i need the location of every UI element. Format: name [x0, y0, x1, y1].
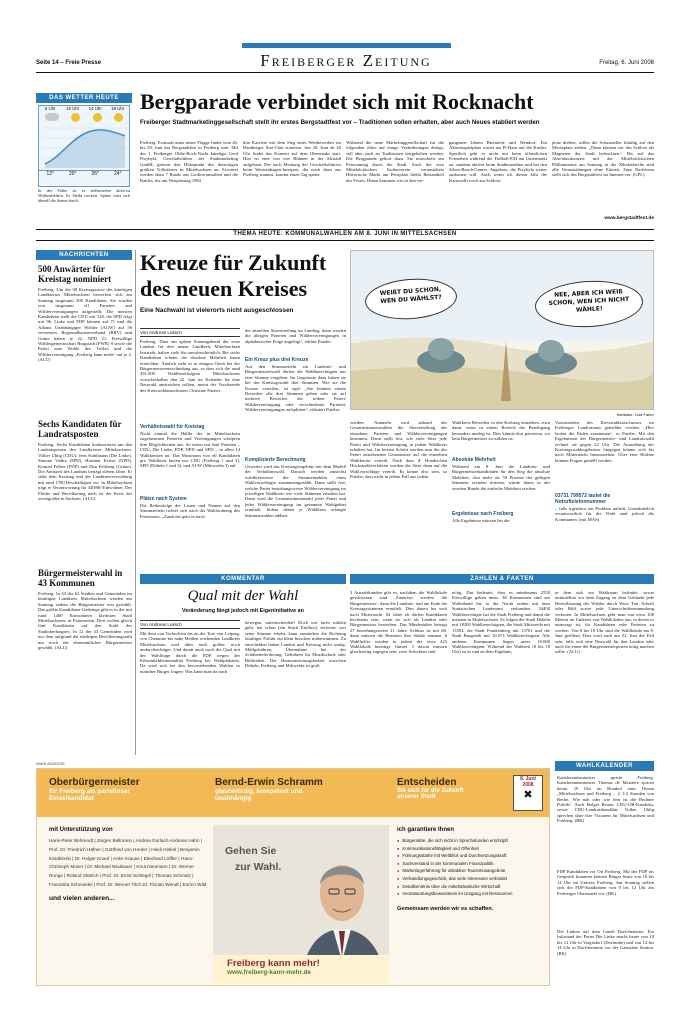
body-text: bewegen, mitentscheiden? Doch wer nicht wählen geht, hat schon (ein Stück Einfluss) verloren: wer seine Stimme erhebt, kann zumindest die Richtung künftiger Politik ein klein bisschen mitbestimmen. Zu entscheiden haben Landrat und Kreistag nicht wenig: Müllgebühren, Übernahme bei der Schülerbeförderung, Gebühren für Musikschule oder Bibliothek. Der Harmonisierungsbedarf zwischen Döbeln, Freiberg und Mittweida ist groß.: [245, 620, 346, 669]
lead-column: gangenen Jahren Biermeile und Wendort. Ein Aktionsspielplatz wartet am Pi-Haus auf die Kinder. Sportlich geht es nicht nur beim öffentlichen Fernsehen während der Fußball-EM am Untermarkt zu, sondern aktiver beim Stadtmarathon und bei den Silver-Beach-Games. Angebote, die Przybyla weiter ausbauen will. Auch wenn ich diesen Jahr die Karussells noch am Schloss-: [449, 140, 547, 183]
ad-col-2: [215, 777, 385, 802]
ad-line: glaubwürdig, kompetent und: [215, 788, 303, 795]
weather-time: 14 Uhr: [88, 106, 102, 111]
lead-column: Freiberg. Erstmals unter neuer Flagge findet vom 26. bis 29. Juni das Bergstadtfest in Freiberg statt. Mit der 1. Freiberger Oldie-Rock-Nacht kündigte Gerd Przybyla, Geschäftsführer der Stadtmarketing GmbH, gestern den Höhepunkt des derzeitigen größten Volksfestes in Mittelsachsen an. Erwartet werden dazu 7 Bands aus Großveranstalten und die Rattles, die am Neujahrstag 1963: [140, 140, 238, 183]
lead-subhead: Freiberger Stadtmarketinggesellschaft stellt ihr erstes Bergstadtfest vor – Traditionen sollen erhalten, aber auch Neues etabliert werden: [140, 119, 540, 126]
cross-mark-icon: ✖: [523, 788, 533, 801]
section-subhead: Ergebnisse nach Freiberg: [452, 511, 514, 517]
issue-date: Freitag, 6. Juni 2008: [599, 60, 654, 66]
cloud-icon: [45, 113, 59, 121]
kreuze-col-5: [555, 420, 654, 566]
ad-url[interactable]: www.freiberg-kann-mehr.de: [227, 969, 311, 976]
body-text: Wahlkreis Bewerber in den Kreistag einziehen, etwa dann, wenn in einem Bereich die Beteiligung besonders niedrig ist. Dies könnte dort passieren, wo kein Bürgermeister zu wählen ist.: [452, 420, 550, 442]
newspaper-title: Freiberger Zeitung: [260, 51, 432, 70]
promise-list: [397, 837, 547, 898]
section-subhead: Plätze nach System: [140, 496, 187, 502]
lead-column: ihre Karriere mit dem Sieg eines Wettbewerbes im Hamburger Star-Club starteten. Am 28. Juni ab 20 Uhr findet das Konzert auf dem Obermarkt statt. Hier ist eine von vier Bühnen in der Altstadt aufgebaut. Der nach Meinung des Geschäftsführers beim Westernhagen-Interpret, der noch dazu aus Freiberg stammt, kommt einen Tag später.: [243, 140, 341, 178]
body-text: Mit dem von Tschechien bis an die Tore von Leipzig, von Chemnitz bis nahe Meißen reichenden Landkreis Mittelsachsen wird alles noch größer, noch undurchsichtiger. Und damit auch noch die Qual mit der Wahlfrage durch die FDP wegen der Erbzemlählermentalität Freiberg bei Wahlplakaten. Da wird sich bei den bevorstehenden Wahlen so mancher Bürger fragen: Was kann man da noch: [140, 631, 240, 674]
ad-line: Einzelkandidat: [49, 795, 94, 802]
body-text: in dem sich ein Wahlraum befindet, sowie unmittelbar vor dem Zugang zu dem Gebäude jede Beeinflussung der Wähler durch Wort, Ton, Schrift oder Bild sowie jede Unterschriftensammlung verboten. In Mittelsachsen geht man von etwa 100 Metern im Umkreis von Wahllokalen aus, in denen es untersagt ist, für Kandidaten oder Parteien zu werben. Von 8 bis 18 Uhr sind die Wahllokale am 8. Juni geöffnet. Dies wird auch am 22. Juni der Fall sein, falls sich eine Neuwahl für den Landrat oder auch für einen der Bürgermeisterposten nötig machen sollte. (ALU): [555, 590, 654, 655]
section-subhead: Absolute Mehrheit: [452, 457, 496, 463]
body-text: der aktuellen Sitzverteilung im Landtag, dann werden die übrigen Parteien und Wählervereinigungen in alphabetischer Folge angefügt“, erklärt Putzler.: [245, 328, 346, 344]
kreuze-subhead: Eine Nachwahl ist vielerorts nicht ausgeschlossen: [140, 307, 294, 314]
ad-slogan-box: [213, 955, 389, 986]
weather-panel: [38, 105, 130, 187]
support-title: mit Unterstützung von: [49, 827, 113, 833]
section-subhead: Komplizierte Berechnung: [245, 457, 306, 463]
sun-icon: [71, 113, 80, 122]
masthead-accent-bar: [242, 43, 451, 48]
wahlkalender-list: [557, 775, 654, 983]
calendar-item: FDP Kandidaten vor Ort Freiberg. Mit der FDP ins Gespräch kommen können Bürger heute von 10 bis 14 Uhr im Unicent Freiberg. Am Sonntag stellen sich die FDP-Kandidaten von 9 bis 12 Uhr am Freiberger Obermarkt vor. (BK): [557, 869, 654, 896]
cartoon-drawing: [351, 251, 654, 410]
lead-column: Während die neue Marketinggesellschaft für die folgenden Jahre auf einige Veränderungen drängt, soll aber auch an Traditionen festgehalten werden. Die Bergparade gehort dazu. Sie marschiert am Festsonntag durch die Stadt. Auch der vom Mittelalchischen Kulturverein veranstaltete Historische Markt am Petriplatz bleibt Bestandteil des Festes. Hinzu kommen wie in den ver-: [346, 140, 444, 183]
lead-headline: Bergparade verbindet sich mit Rocknacht: [140, 89, 534, 114]
body-text: Alle Ergebnisse müssen bei der: [452, 518, 510, 523]
support-tail: und vielen anderen...: [49, 894, 115, 902]
ballot-date: 8. Juni 2008: [520, 776, 536, 788]
promise-item: ● Detailkenntnis über die mittelständische Wirtschaft: [397, 883, 547, 891]
calendar-item: Kanzleramtsminister spricht Freiberg. Kanzleramtsminister Thomas de Maizière spricht heute, 19 Uhr im Brauhof zum Thema „Mittelsachsen und Freiberg – 2 1/2 Stunden von Berlin. Wie nah oder wie fern ist die Berliner Politik“. Auch Holger Reuter, CDU-OB-Kandidat, sowie CDU-Landratskandidat Volker Uhlig sprechen über ihre Visionen für Mittelsachsen und Freiberg. (BK): [557, 775, 654, 824]
weather-time: 18 Uhr: [111, 106, 125, 111]
weather-time: 6 Uhr: [44, 106, 56, 111]
byline: Von Andreas Luksch: [140, 620, 240, 629]
body-text: 3 Auszahlrunden gibt es, nachdem die Wahllokale geschlossen sind. Zunächst werden die Bürgermeister-, dann die Landrats- und am Ende die Kreistagsstimmen ermittelt. Dies dauert bis weit nach Mitternacht. 64 Jahre alt dürfen Kandidaten höchstens sein, wenn sie sich als Landrat oder Bürgermeister bewerben. Das Mindestalter beträgt 27 beziehungsweise 21 Jahre. Schluss ist mit 68, dann müssen die Beamten ihre Stühle räumen. 6 Wahlhelfer werden in jedem der etwa 425 Wahllokale benötigt. Immer 3 davon müssen gleichzeitig zugegen sein, zwei Schichten sind: [350, 590, 447, 655]
promise-item: ● Sachverstand in der kommunalen Finanzpolitik: [397, 860, 547, 868]
weather-temp: 26°: [91, 171, 100, 177]
ad-promises: [397, 827, 547, 912]
candidate-name: Bernd-Erwin Schramm: [215, 777, 323, 788]
column-divider: [135, 250, 136, 755]
promise-item: ● Marketingerfahrung für attraktive Tourismusangebote: [397, 867, 547, 875]
body-text: Freiberg. Dass am späten Sonntagabend der erste Landrat für den neuen Landkreis Mittelsachsen feststeht, halten viele für unwahrscheinlich. Bei sechs Kandidaten scheint die absolute Mehrheit kaum erreichbar. Ähnlich sieht es in einigen Orten bei der Bürgermeisterentscheidung aus, so dass sich die rund 291.000 Wahlberechtigten Mittelsachsens vorsichtshalber den 22. Juni im Kalender für eine Neuwahl anstreichen sollten, meint der Vorsitzende des Kreiswahlausschusses Christine Putzler.: [140, 339, 240, 393]
thema-rule-bottom: [36, 240, 654, 241]
promise-item: ● Kommunikationsfähigkeit und Offenheit: [397, 845, 547, 853]
ad-col-1: [49, 777, 209, 802]
lead-column: platz drehen, sollen die Schausteller künftig auf den Messeplatz ziehen. „Dann können wir das Schloss als Magneten der Stadt beleuchten.“ Bis auf das Abschlusskonzert mit der Mittelsächsischen Philharmonie am Sonntag in der Nikolaikirche sind alle Veranstaltungen ohne Eintritt. Zum Nachlesen stellt sich das Bergstadtfest im Internet vor. (GPL): [552, 140, 654, 178]
ballot-icon: [513, 775, 543, 811]
body-text: Vorsitzenden des Kreiswahlausschusses im Freiberger Landratsamt gemeldet werden. „Hier laufen die Fäden zusammen“, so Putzler. Mit den Ergebnissen der Bürgermeister- und Landratswahl rechnet sie gegen 22 Uhr. Die Auszahlung der Kreistagswahlergebnisse hingegen könnte sich bis nach Mitternacht hinausziehen. Über eine Hotline können Fragen gestellt werden.: [555, 420, 654, 463]
kommentar-subhead: Veränderung fängt jedoch mit Eigeninitiative an: [182, 608, 304, 614]
thema-bar: THEMA HEUTE: KOMMUNALWAHLEN AM 8. JUNI IN MITTELSACHSEN: [233, 231, 457, 237]
byline: Von Andreas Luksch: [140, 328, 240, 337]
section-subhead: Verhältniswahl für Kreistag: [140, 424, 205, 430]
promise-item: ● Führungsstärke mit Weitblick und Durchsetzungskraft: [397, 852, 547, 860]
kann-mehr: Freiberg kann mehr!: [227, 958, 320, 969]
weather-temp: 12°: [46, 171, 55, 177]
temperature-curve: [39, 122, 129, 170]
news-headline: 500 Anwärter für Kreistag nominiert: [38, 264, 112, 284]
speech-bubble: WEIßT DU SCHON, WEN DU WÄHLST?: [364, 276, 459, 322]
sun-icon: [93, 113, 102, 122]
slogan-line: Gehen Sie: [225, 845, 277, 857]
body-text: Die Reihenfolge der Listen und Namen auf den Stimmzetteln richtet sich nach der Wahlordnung des Freistaates. „Zunächst geht es nach: [140, 503, 240, 519]
wahlkalender-header: WAHLKALENDER: [555, 761, 654, 771]
ad-label: WAHLANZEIGE: [36, 761, 65, 766]
nachrichten-header: NACHRICHTEN: [36, 250, 132, 260]
ad-supporters: [49, 827, 207, 902]
sun-icon: [114, 113, 123, 122]
kommentar-header: KOMMENTAR: [140, 574, 346, 584]
weather-temp: 24°: [113, 171, 122, 177]
news-body: Freiberg. Um die 98 Kreistagssitze des künftigen Landkreises Mittelsachsen bewerben sich am Sonntag insgesamt 500 Kandidaten. Sie wurden von insgesamt elf Parteien und Wählervereinigungen aufgestellt. Die meisten Kandidaten stellt die CDU mit 128, die SPD folgt mit 96, Linke und FDP können auf 71 und die Allianz Unabhängiger Wähler (AUW) auf 56 verweisen. Regionalbauernverband (RBV) und Grüne haben je 22, NPD 21, Freiwillige Wählergemeinschaft Burgstadt (FWB) 9 sowie die Partei zum Wohle des Volkes und die Wählervereinigung „Freiberg kann mehr“ auf je 2. (ALU): [38, 287, 132, 363]
slogan-line: zur Wahl.: [235, 861, 282, 873]
cartoon-credit: Karikatur: Lutz Faber: [616, 412, 654, 417]
nachrichten-column: [38, 264, 132, 754]
calendar-item: Die Linken auf dem Lande Dorfchemnitz. Ein Infostand der Partei Die Linke macht heute von 10 bis 12 Uhr in Voigtsdorf (Dorfmitte) und von 12 bis 14 Uhr in Dorfchemnitz vor der Gaststätte Station. (BK): [557, 929, 654, 956]
cartoon: [350, 250, 654, 410]
ad-col-3: [397, 777, 507, 800]
kreuze-col-2: [245, 328, 346, 566]
ad-line: Sie sich für die Zukunft: [397, 788, 464, 794]
news-headline: Bürgermeisterwahl in 43 Kommunen: [38, 568, 123, 588]
weather-caption: In der Frühe ist es stellenweise dicht-zu Wolkenfeldern. Es bleibt trocken. Später setzt sich überall die Sonne durch.: [38, 189, 130, 203]
promise-item: ● Verhandlungsgeschick, das viele Interessen verbindet: [397, 875, 547, 883]
promise-item: ● Verantwortungsbewusstsein im Umgang mit Ressourcen: [397, 890, 547, 898]
body-text: Nicht einmal die Hälfte der in Mittelsachsen zugelassenen Parteien und Vereinigungen schöpfen ihre Möglichkeiten aus. So treten nur fünf Parteien – CDU, Die Linke, FDP, NPD und SPD – in allen 14 Wahlkreisen an. Das Maximum von elf Kandidaten pro Wahlkreis bieten nur CDU (Freiberg 1 und 2), SPD (Döbeln 1 und 3), und AUW (Mittweida 3) auf.: [140, 431, 240, 469]
promise-title: ich garantiere Ihnen: [397, 827, 455, 833]
section-subhead: 03731 799572 lautet die Notruftelefonnummer: [555, 493, 611, 505]
news-body: Freiberg. Sechs Kandidaten konkurrieren um den Landratsposten des Landkreises Mittelsachsen: Volker Uhlig (CDU), Jens Stahlmann (Die Linke), Simone Vodka (SPD), Hartmut Kriese (NPD), Konrad Felber (FDP) und Dan Felsberg (Grüne). Die Amtszeit des Landrats beträgt sieben Jahre. Er steht dem Kreistag und der Landkreisverwaltung mit rund 1700 Beschäftigten vor. In Mittelsachsen trägt er Verantwortung für 340000 Einwohner. Der Fläche und Bevölkerung nach ist der Kreis der zweitgrößte in Sachsen. (ALU): [38, 442, 132, 502]
kreuze-col-1: [140, 328, 240, 566]
page-label: Seite 14 – Freie Presse: [36, 60, 102, 66]
election-ad: [36, 768, 550, 986]
candidate-photo-area: [213, 825, 389, 986]
zahlen-header: ZAHLEN & FAKTEN: [350, 574, 654, 584]
speech-bubble: NEE, ABER ICH WEIß SCHON, WEN ICH NICHT WÄHLE!: [534, 278, 644, 330]
promise-tail: Gemeinsam werden wir es schaffen.: [397, 905, 494, 912]
ad-title: Oberbürgermeister: [49, 777, 140, 788]
news-body: Freiberg. In 43 der 63 Städten und Gemeinden im künftigen Landkreis Mittelsachsen werden am Sonntag zudem die Bürgermeister neu gewählt. Das größte Kandidaten-Gedränge gibt es in der mit rund 1400 Einwohnern kleinsten Stadt Mittelsachsens, in Frauenstein. Dort wollen gleich fünf Kandidaten auf den Stuhl des Stadtoberhauptes. In 12 der 43 Gemeinden wird nur dem aufgrund der niedrigen Bevölkerungszahl nur noch ein ehrenamtlicher Bürgermeister gewählt. (ALU): [38, 591, 132, 651]
body-text: werden. Nunmehr wird anhand der Gesamtstimmenzahlen die Sitzverteilung der einzelnen Parteien und Wählervereinigungen bestimmt. Dann stellt fest, wie viele Sitze jede Partei und Wählervereinigung in jedem Wahlkreis erhalten hat. Im letzten Schritt werden nun die der Partei zustehenden Gesamtsitze auf die einzelnen Wahlkreise verteilt. Nach dem d’ Hondtschen Höchstzahlverfahren werden die Sitze dann auf die Wahlvorschläge verteilt. Es könne also sein, so Putzler, dass nicht in jedem Fall aus jedem: [350, 420, 447, 480]
kommentar-col-1: [140, 620, 240, 752]
kreuze-headline: Kreuze für Zukunft des neuen Kreises: [140, 250, 327, 301]
ad-line: für Freiberg als parteiloser: [49, 788, 130, 795]
ad-line: unserer Stadt: [397, 794, 436, 800]
section-subhead: Ein Kreuz plus drei Kreuze: [245, 357, 309, 363]
body-text: Während am 8. Juni die Landrats- und Bürgermeisterkandidaten für den Sieg die absolute Mehrheit, also mehr als 50 Prozent der gültigen Stimmen erzielen müssen, würde ihnen in der zweiten Runde die einfache Mehrheit reichen.: [452, 464, 550, 491]
supporter-list: Hans-Peter Behrendt | Jürgen Bellmann | Andrea Gorlach Andreas Hahn | Prof. Dr. Friedrich Häfner | Gottfried von Herder | Heidi Hinkel | Benjamin Karabinski | Dr. Holger Knauf | Anke Krause | Eberhard Löffler | Hans-Christoph Moser | Dr. Michael Neubauer | Knut Neumann | Dr. Werner Runge | Roland Skärich | Prof. Dr. Ernst Schlegel | Thomas Schmalz | Franziska Schmiedel | Prof. Dr. Werner Tilch Dr. Florian Wendt | Enrico Wild: [49, 838, 207, 887]
body-text: Auf den Stimmzetteln zur Landrats- und Bürgermeisterwahl dürfen die Wahlberechtigten nur eine Stimme vergeben. Im Gegensatz dazu haben sie bei der Kreistagswahl drei Stimmen. Wie sie die Kreuze verteilen, ist egal. „Sie können einem Bewerber alle drei Stimmen geben oder sie auf mehrere Bewerber der selben Partei/ Wählervereinigung oder verschiedener Parteien/ Wählervereinigungen aufsplitten“, erläutert Putzler.: [245, 364, 346, 413]
lead-link[interactable]: www.bergstadtfest.de: [604, 216, 654, 221]
body-text: nötig. Das bedeutet, dass es mindestens 2550 Freiwillige geben muss. 38 Kommunen sind am Wahlabend bis in die Nacht online mit dem Statistischen Landesamt verbunden. 34400 Wahlberechtigte hat die Stadt Freiberg und damit die meisten in Mittelsachsen. Es folgen die Stadt Döbeln mit 18200 Wahlberechtigten, die Stadt Mittweida mit 13504, die Stadt Frankenberg mit 13761 und die Stadt Burgstädt mit 10.073 Wahlberechtigten. Alle anderen Kommunen liegen unter 10.000 Wahlberechtigten. Während der Wahlzeit (8 bis 18 Uhr) ist es und an dem Ergebnis,: [452, 590, 550, 655]
weather-time: 10 Uhr: [66, 106, 80, 111]
body-text: – falls irgendwo ein Problem auftritt. Grundsätzlich verantwortlich für die Wahl sind jedoch die Kommunen. (mit MAS): [555, 506, 654, 522]
weather-temp: 20°: [68, 171, 77, 177]
ad-line: unabhängig: [215, 795, 252, 802]
kommentar-headline: Qual mit der Wahl: [187, 588, 299, 604]
ad-title: Entscheiden: [397, 777, 457, 788]
promise-item: ● Bürgernähe, die sich nicht in Sprechstunden erschöpft: [397, 837, 547, 845]
body-text: Gewertet wird das Kreistagsergebnis mit dem Modell der Verhältniswahl. Danach werden zunächst wahlkreisweise die Stimmenzahlen eines Wahlvorschlages zusammengezählt. Dann stellt fest, welche Partei beziehungsweise Wählervereinigung im jeweiligen Wahlkreis wie viele Stimmen erhalten hat. Dann wird die Gesamtstimmenzahl jeder Partei und jeder Wählervereinigung im gesamten Wahlgebiet ermittelt. Indem denen je Wählkreis erlangte Stimmenzahlen addiert: [245, 464, 346, 518]
masthead-rule: [36, 72, 654, 73]
weather-header: DAS WETTER HEUTE: [36, 93, 132, 103]
kreuze-col-4: [452, 420, 550, 566]
news-headline: Sechs Kandidaten für Landratsposten: [38, 419, 122, 439]
